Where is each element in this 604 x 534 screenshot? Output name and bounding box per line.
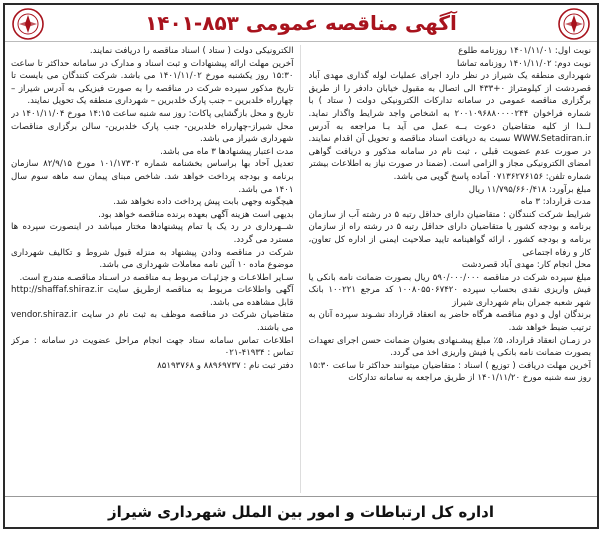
issuer-footer: اداره کل ارتباطات و امور بین الملل شهرداری شیراز (5, 496, 597, 527)
notice-paragraph: نوبت دوم: ۱۴۰۱/۱۱/۰۲ روزنامه تماشا (457, 58, 591, 69)
notice-paragraph: اطلاعات تماس سامانه ستاد جهت انجام مراحل عضویت در سامانه : مرکز تماس : ۴۱۹۳۴-۰۲۱ (11, 335, 294, 359)
notice-paragraph: مدت قرارداد: ۳ ماه (520, 197, 591, 208)
notice-paragraph: شرکت در مناقصه ودادن پیشنهاد به منزله قبول شروط و تکالیف شهرداری موضوع ماده ۱۰ آئین نامه معاملات شهرداری می باشد. (11, 247, 294, 271)
notice-paragraph: متقاضیان شرکت در مناقصه موظف به ثبت نام در سایت vendor.shiraz.ir می باشند. (11, 310, 294, 334)
notice-paragraph: بدیهی است هزینه آگهی بعهده برنده مناقصه خواهد بود. (98, 209, 294, 220)
notice-paragraph: نوبت اول: ۱۴۰۱/۱۱/۰۱ روزنامه طلوع (458, 46, 591, 56)
notice-body (11, 45, 591, 493)
notice-paragraph: تعدیل آحاد بها براساس بخشنامه شماره ۱۰۱/۱۷۳۰۲ مورخ ۸۲/۹/۱۵ سازمان برنامه و بودجه پرداخت خواهد شد. شاخص مبنای پیمان سه ماهه سوم سال ۱۴۰۱ می باشد. (11, 159, 294, 195)
notice-paragraph: تاریخ و محل بازگشایی پاکات: روز سه شنبه ساعت ۱۴:۱۵ مورخ ۱۴۰۱/۱۱/۰۴ در محل شیراز-چهارراه خلدبرین- جنب پارک خلدبرین- سالن برگزاری مناقصات شهرداری شیراز می باشد. (11, 108, 294, 145)
notice-paragraph: مبلغ سپرده شرکت در مناقصه ۵۹۰/۰۰۰/۰۰۰ ریال بصورت ضمانت نامه بانکی یا فیش واریزی نقدی بحساب سپرده ۱۰۰۸۰۵۵۰۶۷۴۲۰ کد مرجع ۱۰۰۲۲۱ بانک شهر شعبه جمران بنام شهرداری شیراز (308, 272, 591, 308)
notice-paragraph: هیچگونه وجهی بابت پیش پرداخت داده نخواهد شد. (113, 197, 294, 208)
tender-notice (3, 3, 599, 529)
right-column (309, 45, 592, 493)
notice-paragraph: آخرین مهلت دریافت ( توزیع ) اسناد : متقاضیان میتوانند حداکثر تا ساعت ۱۵:۳۰ روز سه شنبه مورخ ۱۴۰۱/۱۱/۲۰ از طریق مراجعه به سامانه تدارکات (308, 360, 591, 384)
notice-paragraph: شــهرداری در رد یک یا تمام پیشنهادها مختار میباشد در اینصورت سپرده ها مسترد می گردد. (11, 222, 294, 245)
notice-paragraph: آگهی واطلاعات مربوط به مناقصه ازطریق سایت http://shaffaf.shiraz.ir قابل مشاهده می باشد. (11, 285, 294, 308)
notice-title: آگهی مناقصه عمومی ۸۵۳-۱۴۰۱ (145, 11, 457, 35)
notice-paragraph: مدت اعتبار پیشنهادها ۳ ماه می باشد. (160, 146, 294, 157)
notice-paragraph: الکترونیکی دولت ( ستاد ) اسناد مناقصه را دریافت نمایند. (89, 46, 294, 56)
notice-paragraph: برندگان اول و دوم مناقصه هرگاه حاضر به انعقاد قرارداد نشـوند سپرده آنان به ترتیب ضبط خواهد شد. (308, 310, 591, 334)
notice-paragraph: دفتر ثبت نام : ۸۸۹۶۹۷۳۷ و ۸۵۱۹۳۷۶۸ (157, 360, 294, 371)
notice-paragraph: شرایط شرکت کنندگان : متقاضیان دارای حداقل رتبه ۵ در رشته آب از سازمان برنامه و بودجه کشور یا متقاضیان دارای حداقل رتبه ۵ در رشته راه از سازمان برنامه و بودجه کشور ، ارائه گواهینامه تایید صلاحیت ایمنی از اداره کل تعاون، کار و رفاه اجتماعی (308, 209, 591, 258)
notice-paragraph: محل انجام کار: مهدی آباد قصردشت (461, 260, 591, 271)
left-column (11, 45, 301, 493)
notice-paragraph: مبلغ برآورد: ۱۱/۷۹۵/۶۶۰/۴۱۸ ریال (468, 184, 591, 195)
shiraz-municipality-emblem-icon (11, 7, 45, 41)
notice-paragraph: سـایر اطلاعـات و جزئیـات مربوط بـه مناقصه در اسـناد مناقصـه مندرج است. (19, 272, 294, 283)
notice-paragraph: آخرین مهلت ارائه پیشنهادات و ثبت اسناد و مدارک در سامانه حداکثر تا ساعت ۱۵:۳۰ روز یکشنبه مورخ ۱۴۰۱/۱۱/۰۲ می باشد. شرکت کنندگان می بایست تا تاریخ مذکور سپرده شرکت در مناقصه را به صورت فیزیکی به آدرس شیراز – چهارراه خلدبرین – جنب پارک خلدبرین – شهرداری منطقه یک تحویل نمایند. (11, 58, 294, 107)
notice-paragraph: شهرداری منطقه یک شیراز در نظر دارد اجرای عملیات لوله گذاری مهدی آباد قصردشت از کیلومتراژ ۰+۴۳۳ الی اتصال به مقبول خیابان دادفر را از طریق برگزاری مناقصه عمومی در سامانه تدارکات الکترونیکی دولت ( ستاد ) با شماره فراخوان ۲۰۰۱۰۹۶۸۸۰۰۰۰۲۴۴ به اشخاص واجد شرایط واگذار نماید. لــذا از کلیه متقاضیان دعوت بــه عمل می آید بـا مراجعه به آدرس WWW.Setadiran.ir نسبت به دریافت اسناد مناقصه و تحویل آن اقدام نمایند. در صورت عدم عضویت قبلی ، ثبت نام در سامانه مذکور و دریافت گواهی امضای الکترونیکی مجاز و الزامی است. (ضمنا در صورت نیاز به اطلاعات بیشتر شماره تلفن: ۰۷۱۳۶۲۷۶۱۵۶ آماده پاسخ گویی می باشد. (308, 71, 591, 182)
shiraz-municipality-emblem-icon (557, 7, 591, 41)
notice-paragraph: در زمـان انعقاد قرارداد، ۵٪ مبلغ پیشـنهادی بعنوان ضمانت حسن اجرای تعهدات بصورت ضمانت نامه بانکی یا فیش واریزی اخذ می گردد. (308, 335, 591, 359)
notice-header (5, 5, 597, 42)
